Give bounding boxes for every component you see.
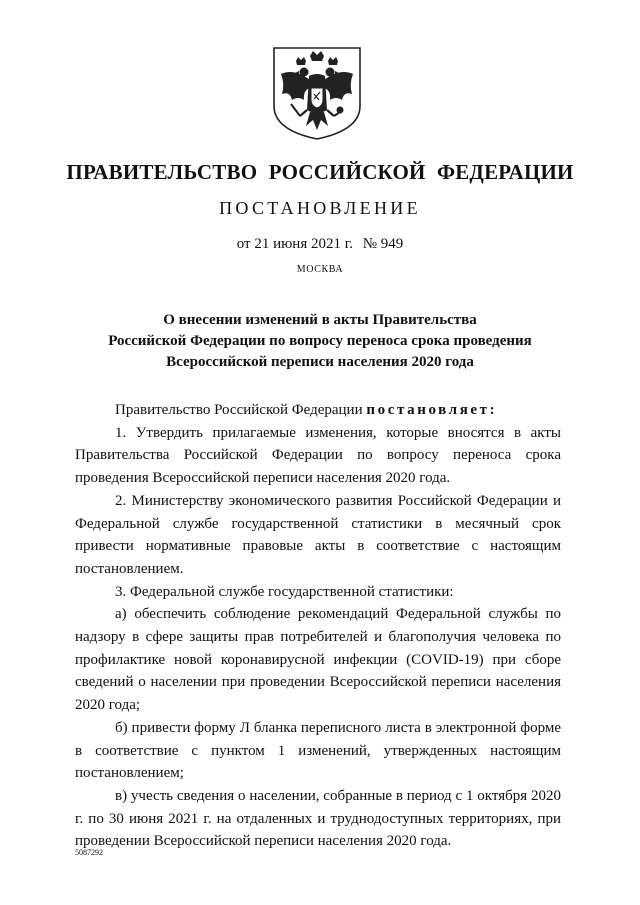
intro-decree-word: постановляет: [366,402,498,418]
document-id: 5087292 [75,848,103,857]
paragraph-3: 3. Федеральной службе государственной статистики: [115,583,454,600]
number-sign: № [362,236,378,252]
intro-prefix: Правительство Российской Федерации [115,402,367,418]
heading-line-1: О внесении изменений в акты Правительства [163,312,477,328]
document-city: МОСКВА [296,264,344,275]
heading-line-3: Всероссийской переписи населения 2020 года [166,354,474,370]
document-type: ПОСТАНОВЛЕНИЕ [219,198,421,218]
document-date-line [0,236,640,253]
document-heading [90,310,550,373]
document-date: от 21 июня 2021 г. [236,236,353,252]
document-body [75,399,561,853]
intro-paragraph [75,399,561,422]
paragraph-2: 2. Министерству экономического развития Российской Федерации и Федеральной службе государственной статистики в месячный срок привести нормативные правовые акты в соответствие с настоящим постановлением. [75,492,561,577]
paragraph-3b: б) привести форму Л бланка переписного листа в электронной форме в соответствие с пунктом 1 изменений, утвержденных настоящим постановлением; [75,719,561,782]
paragraph-3c: в) учесть сведения о населении, собранные в период с 1 октября 2020 г. по 30 июня 2021 г. на отдаленных и труднодоступных территориях, при проведении Всероссийской переписи населения 2020 года. [75,787,561,850]
heading-line-2: Российской Федерации по вопросу переноса срока проведения [108,333,532,349]
organization-title: ПРАВИТЕЛЬСТВО РОССИЙСКОЙ ФЕДЕРАЦИИ [66,160,574,184]
paragraph-3a: а) обеспечить соблюдение рекомендаций Федеральной службы по надзору в сфере защиты прав потребителей и благополучия человека по профилактике новой коронавирусной инфекции (COVID-19) при сборе сведений о населении при проведении Всероссийской переписи населения 2020 года; [75,606,561,714]
document-number: 949 [380,236,404,252]
russian-coat-of-arms-icon [270,44,364,142]
paragraph-1: 1. Утвердить прилагаемые изменения, которые вносятся в акты Правительства Российской Федерации по вопросу переноса срока проведения Всероссийской переписи населения 2020 года. [75,424,561,487]
